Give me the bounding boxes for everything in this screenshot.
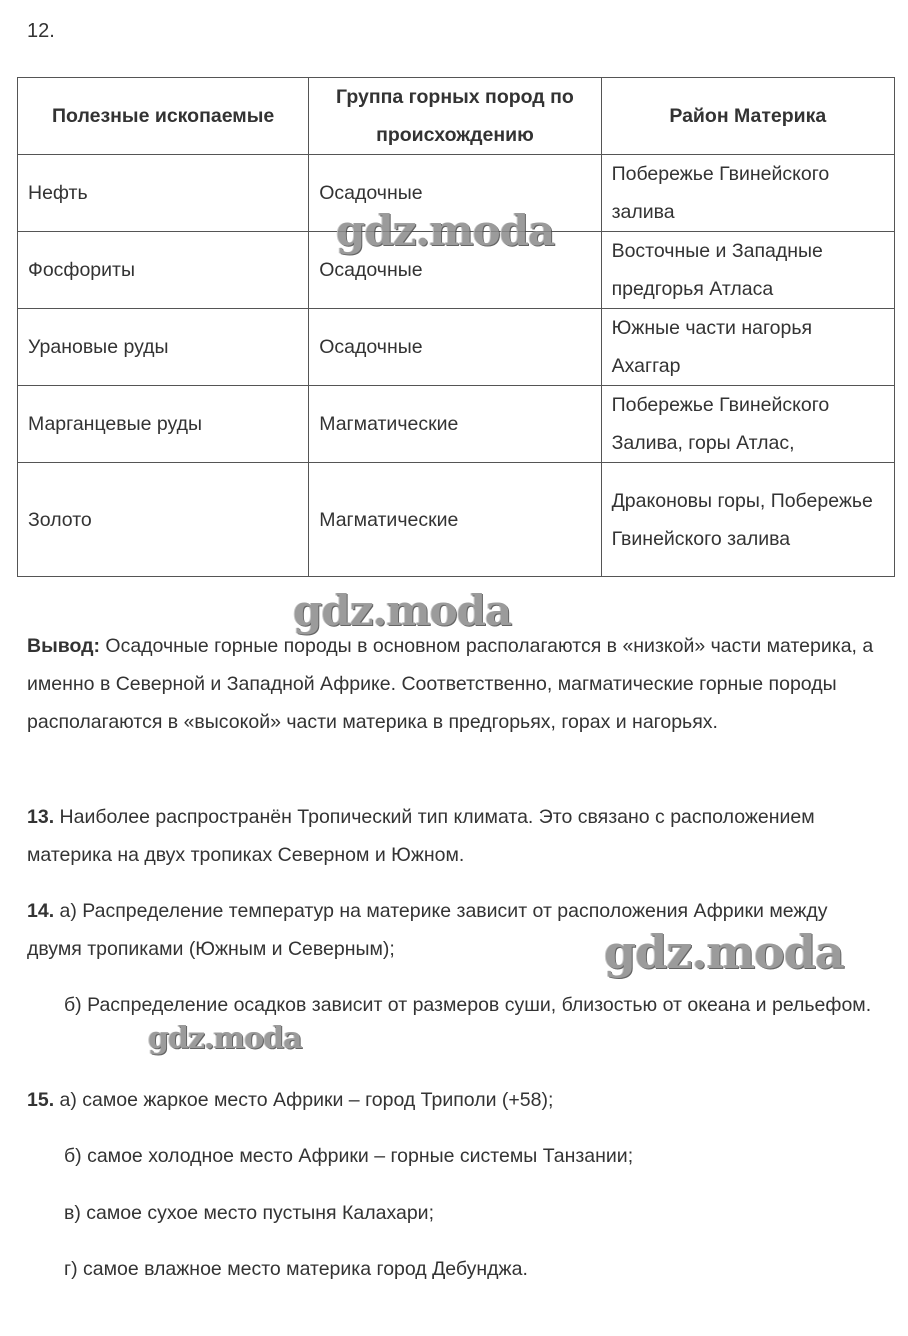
task-15a-paragraph — [27, 1081, 887, 1119]
header-region: Район Материка — [601, 78, 894, 155]
task-14b-paragraph — [27, 986, 887, 1024]
cell-mineral: Золото — [18, 463, 309, 577]
header-rock-group: Группа горных пород по происхождению — [309, 78, 601, 155]
cell-region: Южные части нагорья Ахаггар — [601, 309, 894, 386]
task-15a-text: а) самое жаркое место Африки – город Триполи (+58); — [54, 1089, 554, 1111]
watermark-logo: gdz.moda — [336, 206, 555, 255]
cell-mineral: Марганцевые руды — [18, 386, 309, 463]
table-header-row — [18, 78, 895, 155]
cell-region: Восточные и Западные предгорья Атласа — [601, 232, 894, 309]
task-15b-paragraph — [27, 1137, 887, 1175]
task-14b-text: б) Распределение осадков зависит от размеров суши, близостью от океана и рельефом. — [64, 994, 872, 1016]
task-15c-text: в) самое сухое место пустыня Калахари; — [64, 1202, 434, 1224]
cell-mineral: Нефть — [18, 155, 309, 232]
table-row — [18, 386, 895, 463]
conclusion-label: Вывод: — [27, 635, 100, 657]
task-13-text: Наиболее распространён Тропический тип климата. Это связано с расположением материка на двух тропиках Северном и Южном. — [27, 806, 815, 866]
task-14a-text: а) Распределение температур на материке зависит от расположения Африки между двумя тропиками (Южным и Северным); — [27, 900, 828, 960]
task-15d-text: г) самое влажное место материка город Дебунджа. — [64, 1258, 528, 1280]
task-12-number: 12. — [27, 20, 55, 42]
cell-mineral: Урановые руды — [18, 309, 309, 386]
conclusion-paragraph — [27, 627, 887, 741]
task-15c-paragraph — [27, 1194, 887, 1232]
task-15-number: 15. — [27, 1089, 55, 1111]
watermark-logo: gdz.moda — [604, 925, 844, 979]
cell-rock-group: Осадочные — [309, 309, 601, 386]
task-13-number: 13. — [27, 806, 55, 828]
watermark-logo: gdz.moda — [293, 586, 512, 635]
cell-region: Драконовы горы, Побережье Гвинейского залива — [601, 463, 894, 577]
task-15d-paragraph — [27, 1250, 887, 1288]
task-13-paragraph — [27, 798, 887, 874]
table-row — [18, 463, 895, 577]
task-14-number: 14. — [27, 900, 55, 922]
header-minerals: Полезные ископаемые — [18, 78, 309, 155]
watermark-logo: gdz.moda — [148, 1021, 302, 1056]
table-row — [18, 309, 895, 386]
minerals-table — [17, 77, 895, 577]
cell-rock-group: Осадочные — [309, 232, 601, 309]
cell-mineral: Фосфориты — [18, 232, 309, 309]
conclusion-text: Осадочные горные породы в основном располагаются в «низкой» части материка, а именно в Северной и Западной Африке. Соответственно, магматические горные породы располагаются в «высокой» части материка в предгорьях, горах и нагорьях. — [27, 635, 874, 733]
cell-rock-group: Осадочные — [309, 155, 601, 232]
cell-region: Побережье Гвинейского Залива, горы Атлас, — [601, 386, 894, 463]
cell-region: Побережье Гвинейского залива — [601, 155, 894, 232]
cell-rock-group: Магматические — [309, 463, 601, 577]
cell-rock-group: Магматические — [309, 386, 601, 463]
task-15b-text: б) самое холодное место Африки – горные системы Танзании; — [64, 1145, 634, 1167]
